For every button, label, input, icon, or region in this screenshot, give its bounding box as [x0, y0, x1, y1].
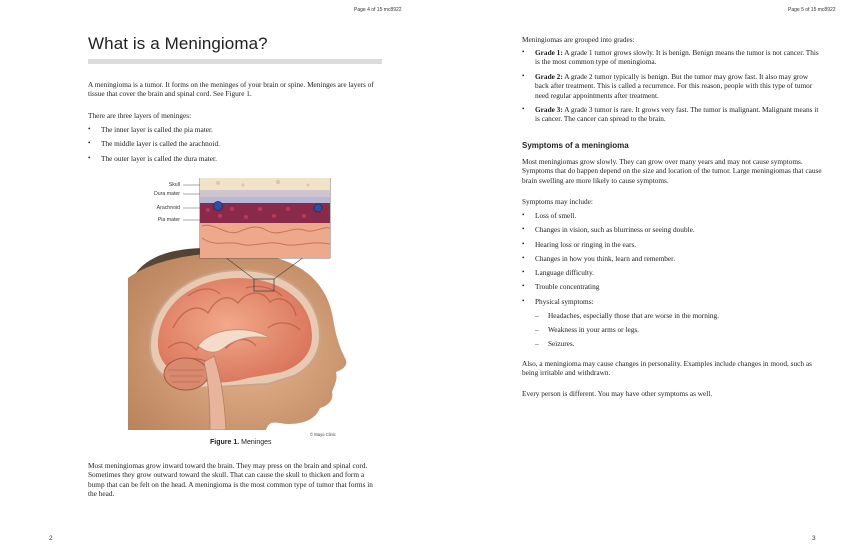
- list-item: – Seizures.: [535, 339, 575, 349]
- skull-label: Skull: [168, 182, 180, 188]
- bullet-icon: •: [522, 282, 525, 291]
- bullet-icon: •: [522, 104, 525, 113]
- intro-paragraph: A meningioma is a tumor. It forms on the meninges of your brain or spine. Meninges are layers of tissue that cover the brain and spinal cord. See Figure 1.: [88, 80, 374, 99]
- symptoms-list: [522, 211, 822, 354]
- list-item: • Changes in vision, such as blurriness or seeing double.: [522, 225, 695, 235]
- list-item: – Weakness in your arms or legs.: [535, 324, 640, 334]
- list-item: • Grade 2: A grade 2 tumor typically is benign. But the tumor may grow fast. It also may grow back after treatment. This is called a recurrence. For this reason, people with this type of tumor need regular appointments after treatment.: [522, 71, 813, 100]
- page-title: What is a Meningioma?: [88, 34, 268, 53]
- dura-mater-label: Dura mater: [154, 191, 180, 197]
- symptoms-intro: Most meningiomas grow slowly. They can grow over many years and may not cause symptoms. Symptoms that do happen depend on the size and location of the tumor. Large meningiomas that cause brain swelling are more likely to cause symptoms.: [522, 157, 822, 185]
- dash-icon: –: [535, 324, 539, 334]
- bullet-icon: •: [522, 71, 525, 80]
- meninges-layers-list: [88, 125, 380, 168]
- page-number: 3: [812, 535, 816, 542]
- page-number: 2: [49, 535, 53, 542]
- figure-caption: Figure 1. Meninges: [210, 439, 272, 446]
- layers-intro: There are three layers of meninges:: [88, 111, 192, 120]
- physical-symptoms-list: [535, 311, 822, 349]
- title-divider: [88, 59, 382, 64]
- list-item: • Trouble concentrating: [522, 282, 600, 292]
- bullet-icon: •: [522, 268, 525, 277]
- bullet-icon: •: [522, 239, 525, 248]
- inset-detail: [200, 178, 330, 258]
- list-item: • Grade 1: A grade 1 tumor grows slowly. It is benign. Benign means the tumor is not cancer. This is the most common type of meningioma.: [522, 48, 819, 67]
- list-item: • Changes in how you think, learn and remember.: [522, 253, 676, 263]
- figure-credit: © Mayo Clinic: [310, 432, 336, 437]
- list-item: – Headaches, especially those that are worse in the morning.: [535, 310, 720, 320]
- bullet-icon: •: [522, 253, 525, 262]
- page-header: Page 4 of 15 mc8922: [354, 7, 402, 13]
- symptoms-heading: Symptoms of a meningioma: [522, 141, 629, 150]
- bullet-icon: •: [88, 153, 91, 162]
- bullet-icon: •: [88, 139, 91, 148]
- different-paragraph: Every person is different. You may have other symptoms as well.: [522, 389, 713, 398]
- bullet-icon: •: [522, 211, 525, 219]
- dash-icon: –: [535, 310, 539, 320]
- personality-paragraph: Also, a meningioma may cause changes in personality. Examples include changes in mood, such as being irritable and withdrawn.: [522, 359, 812, 378]
- list-item: • Loss of smell.: [522, 211, 577, 220]
- bullet-icon: •: [522, 225, 525, 234]
- list-item: • Language difficulty.: [522, 268, 594, 278]
- list-item: • Physical symptoms: – Headaches, especially those that are worse in the morning. – Weakness in your arms or legs. – Seizures.: [522, 297, 822, 349]
- symptoms-lead: Symptoms may include:: [522, 197, 593, 206]
- list-item: • The middle layer is called the arachnoid.: [88, 139, 220, 149]
- bullet-icon: •: [88, 125, 91, 133]
- grades-list: [522, 48, 822, 129]
- bullet-icon: •: [522, 296, 525, 305]
- dash-icon: –: [535, 339, 539, 349]
- list-item: • Hearing loss or ringing in the ears.: [522, 239, 637, 249]
- bullet-icon: •: [522, 48, 525, 56]
- pia-mater-label: Pia mater: [157, 217, 180, 223]
- page-header: Page 5 of 15 mc8922: [788, 7, 836, 13]
- list-item: • Grade 3: A grade 3 tumor is rare. It grows very fast. The tumor is malignant. Malignant means it is cancer. The cancer can spread to the brain.: [522, 104, 819, 124]
- grades-intro: Meningiomas are grouped into grades:: [522, 35, 635, 44]
- closing-paragraph: Most meningiomas grow inward toward the brain. They may press on the brain and spinal cord. Sometimes they grow outward toward the skull. That can cause the skull to thicken and form a bump that can be felt on the head. A meningioma is the most common type of tumor that forms in the head.: [88, 461, 373, 499]
- arachnoid-label: Arachnoid: [156, 205, 180, 211]
- meninges-figure: [128, 178, 348, 430]
- list-item: • The outer layer is called the dura mater.: [88, 153, 217, 163]
- list-item: • The inner layer is called the pia mater.: [88, 125, 213, 134]
- meninges-illustration: [128, 178, 348, 430]
